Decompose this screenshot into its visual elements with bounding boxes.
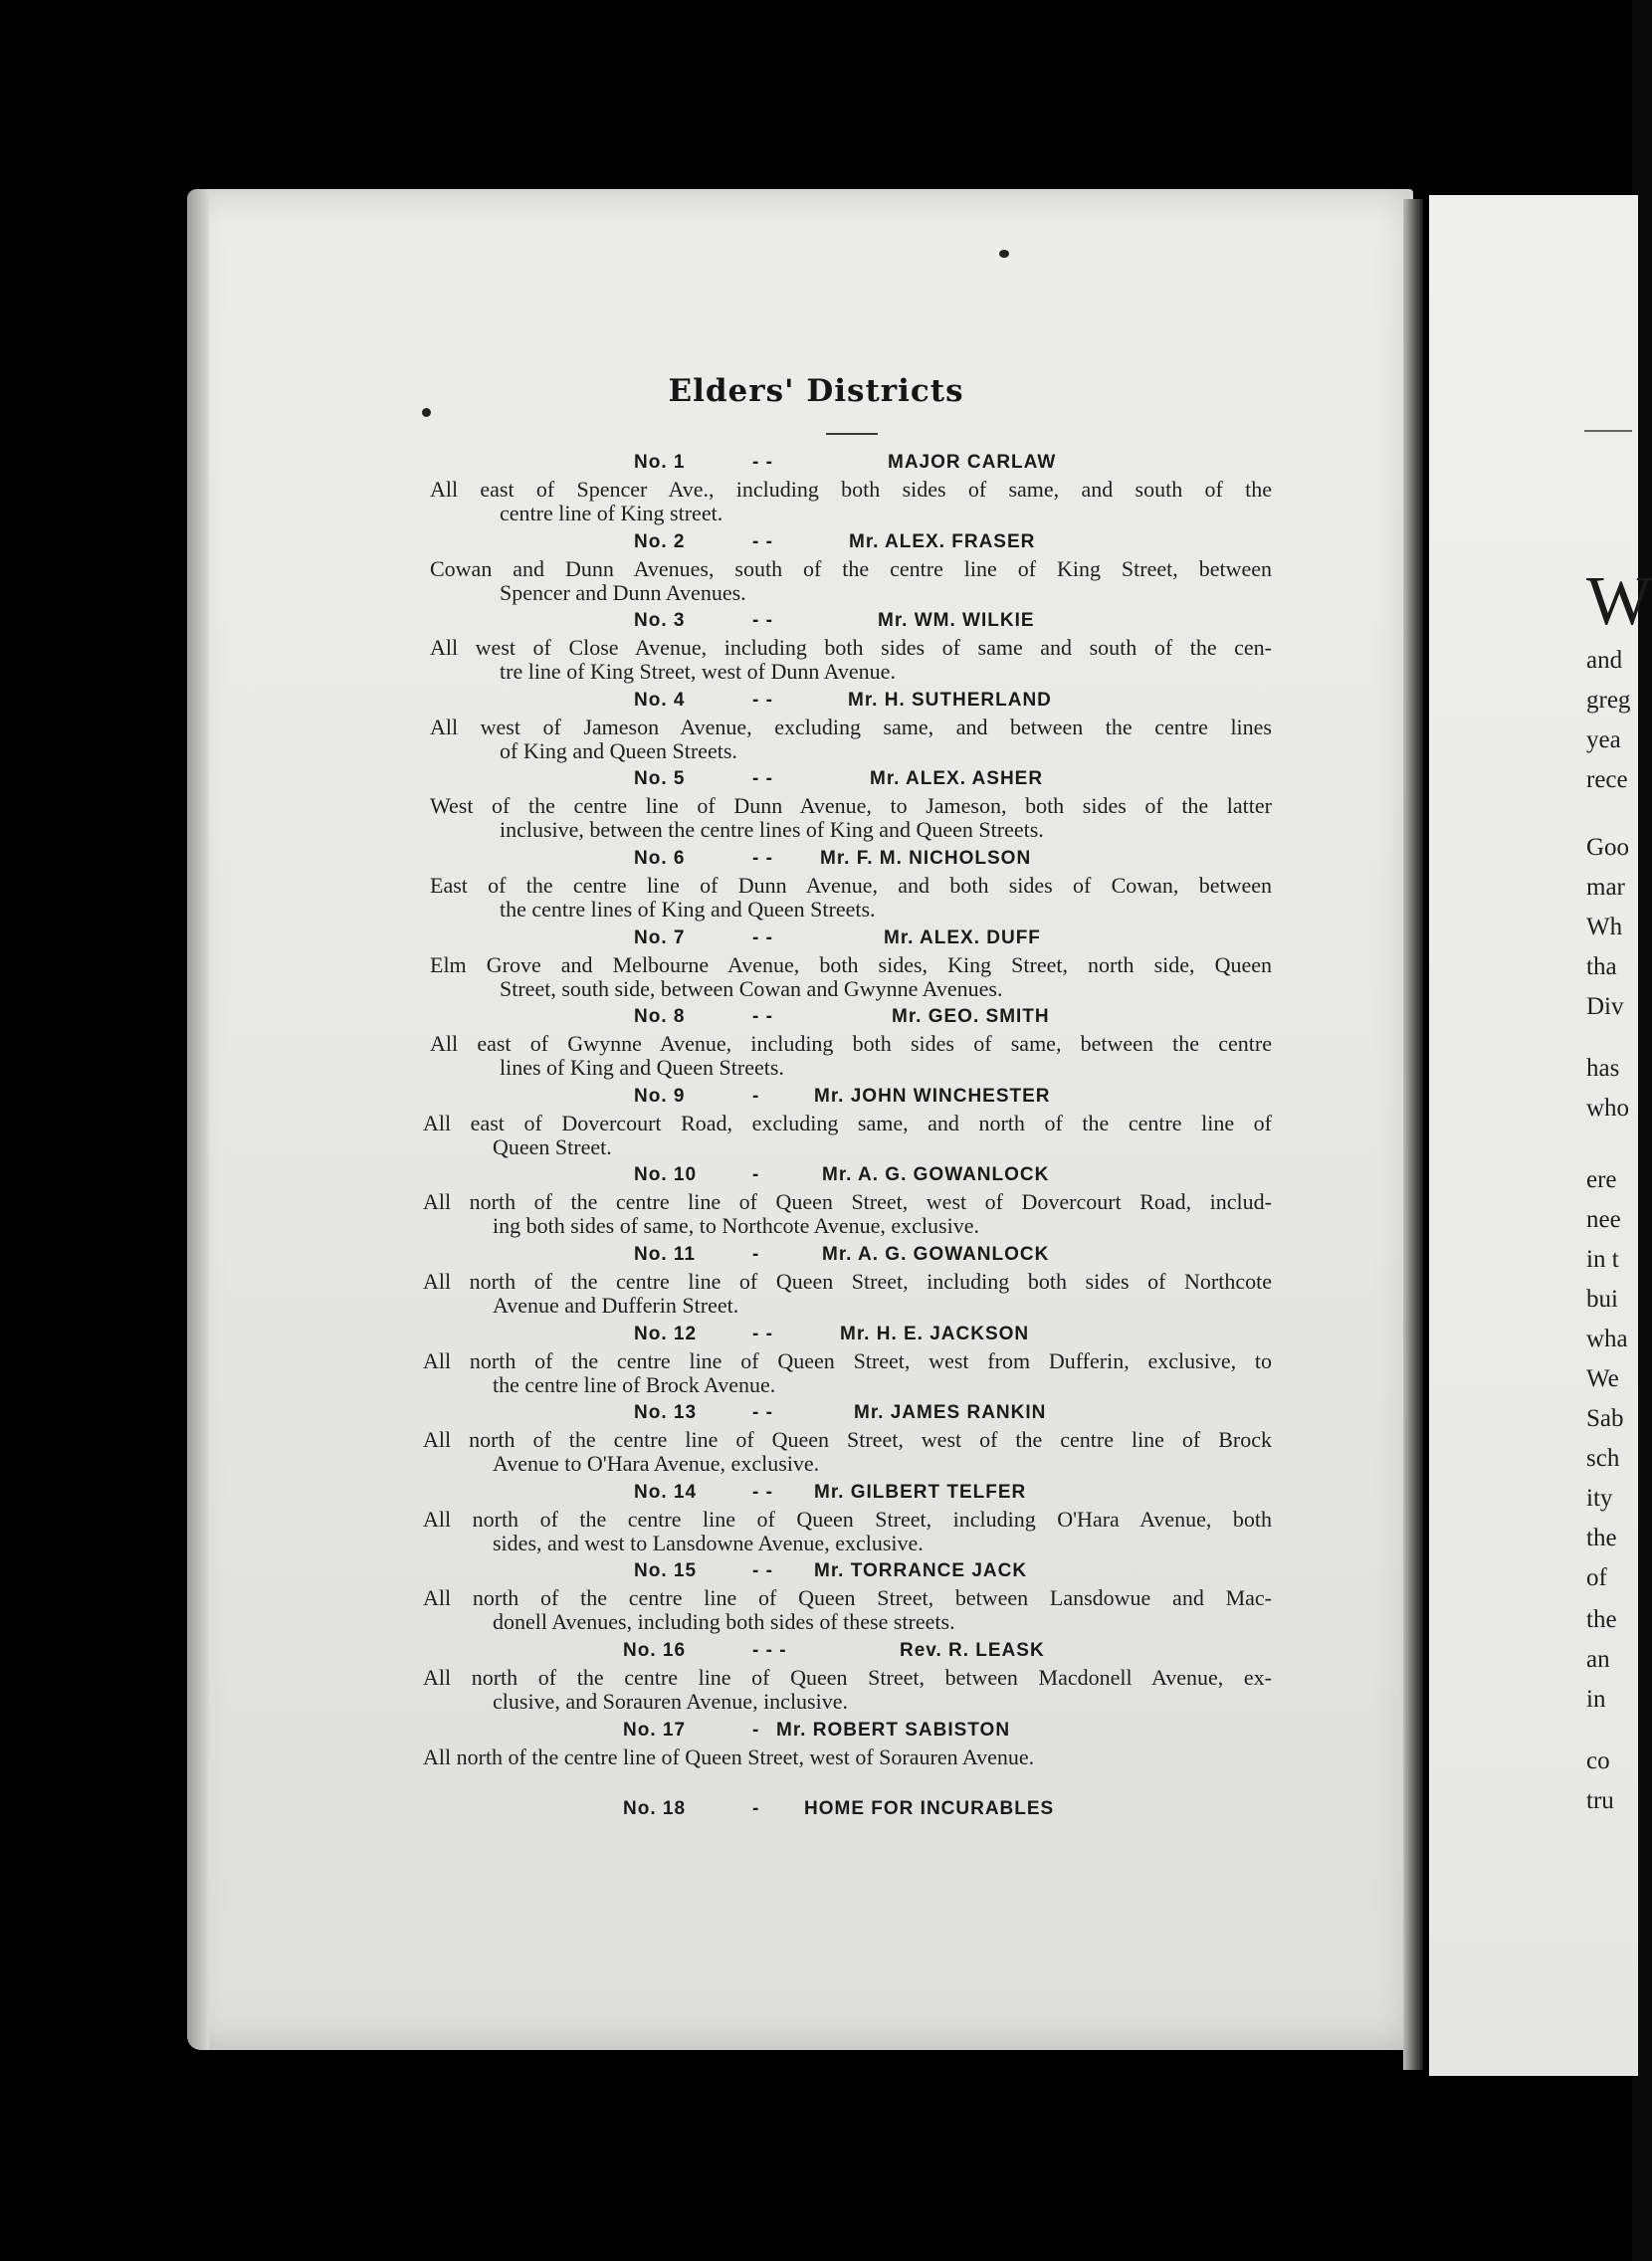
description-line: Cowan and Dunn Avenues, south of the centre line of King Street, between [430,555,1272,581]
district-header [0,1162,1632,1190]
district-header [0,688,1632,716]
description-line: tre line of King Street, west of Dunn Avenue. [500,659,896,685]
description-line: ing both sides of same, to Northcote Avenue, exclusive. [493,1213,979,1239]
district-header [0,766,1632,794]
description-line: All north of the centre line of Queen Street, west of Sorauren Avenue. [423,1744,1035,1769]
district-number: No. 6 [634,848,686,869]
right-page-fragment: ere [1586,1166,1617,1193]
district-number: No. 13 [634,1402,698,1424]
description-line: All north of the centre line of Queen Street, including O'Hara Avenue, both [423,1506,1272,1532]
district-header [0,608,1632,636]
right-page-fragment: bui [1586,1286,1618,1313]
right-page-fragment: yea [1586,726,1621,753]
elder-name: Mr. H. SUTHERLAND [848,689,1052,711]
district-separator: - - [752,610,773,632]
right-page-fragment: of [1586,1564,1607,1591]
description-line: All north of the centre line of Queen Street, west from Dufferin, exclusive, to [423,1347,1272,1373]
right-page-fragment: mar [1586,874,1625,901]
district-description [430,953,1272,1001]
right-page-fragment: Goo [1586,834,1630,861]
district-number: No. 2 [634,530,686,552]
district-description [430,716,1272,763]
district-separator: - - [752,768,773,790]
elder-name: Mr. F. M. NICHOLSON [820,848,1032,869]
right-page-fragment: co [1586,1747,1610,1774]
district-header [0,1718,1632,1746]
district-description [423,1112,1272,1159]
district-separator: - [752,1244,760,1265]
right-page-fragment: sch [1586,1445,1620,1472]
district-number: No. 9 [634,1085,686,1107]
district-description [430,1032,1272,1080]
district-header [0,1004,1632,1032]
description-line: sides, and west to Lansdowne Avenue, exclusive. [493,1530,924,1555]
district-separator: - [752,1719,760,1741]
district-number: No. 11 [634,1244,696,1265]
district-description [430,794,1272,842]
right-page-fragment: the [1586,1525,1617,1551]
elder-name: Mr. JOHN WINCHESTER [814,1085,1051,1107]
district-separator: - [752,1085,760,1107]
district-number: No. 16 [623,1640,687,1661]
right-page-fragment: tha [1586,953,1617,980]
right-page-fragment: has [1586,1055,1620,1082]
elder-name: Mr. WM. WILKIE [878,610,1035,632]
right-page-fragment: tru [1586,1787,1614,1814]
right-page-rule [1584,430,1632,432]
district-separator: - - [752,848,773,869]
district-number: No. 8 [634,1006,686,1028]
description-line: inclusive, between the centre lines of King and Queen Streets. [500,817,1044,843]
right-page-fragment: rece [1586,766,1628,793]
district-header [0,1480,1632,1508]
district-number: No. 14 [634,1481,698,1503]
district-header [0,1400,1632,1428]
elder-name: Mr. ALEX. FRASER [849,530,1036,552]
description-line: Avenue and Dufferin Street. [493,1293,739,1318]
elder-name: Mr. A. G. GOWANLOCK [822,1244,1050,1265]
district-number: No. 4 [634,689,686,711]
district-separator: - - [752,1006,773,1028]
district-number: No. 7 [634,926,686,948]
district-header [0,846,1632,874]
right-page-fragment: wha [1586,1326,1628,1352]
description-line: centre line of King street. [500,501,723,525]
right-page-fragment: Wh [1586,914,1623,940]
description-line: the centre lines of King and Queen Streets. [500,897,876,922]
elder-name: Mr. TORRANCE JACK [814,1560,1028,1582]
district-description [423,1428,1272,1476]
right-page-fragment: nee [1586,1206,1621,1233]
description-line: lines of King and Queen Streets. [500,1055,784,1081]
ink-speck [999,250,1009,258]
district-separator: - - [752,1560,773,1582]
district-description [423,1190,1272,1238]
description-line: All east of Spencer Ave., including both sides of same, and south of the [430,477,1272,502]
elder-name: Mr. GILBERT TELFER [814,1481,1027,1503]
district-separator: - - [752,1481,773,1503]
elder-name: Mr. ALEX. DUFF [884,926,1041,948]
right-page-fragment: in t [1586,1246,1619,1273]
district-description [423,1746,1272,1769]
district-number: No. 3 [634,610,686,632]
district-header [0,450,1632,478]
elder-name: Mr. GEO. SMITH [892,1006,1050,1028]
description-line: All north of the centre line of Queen Street, between Macdonell Avenue, ex- [423,1665,1272,1690]
district-number: No. 10 [634,1164,698,1186]
district-separator: - [752,1164,760,1186]
description-line: All north of the centre line of Queen Street, west of the centre line of Brock [423,1427,1272,1453]
right-page-drop-cap: W [1586,563,1652,640]
description-line: All north of the centre line of Queen Street, west of Dovercourt Road, includ- [423,1189,1272,1215]
right-page-fragment: who [1586,1095,1630,1122]
district-header [0,925,1632,953]
district-description [423,1666,1272,1714]
district-separator: - - [752,452,773,473]
district-separator: - - [752,1323,773,1344]
district-description [423,1270,1272,1318]
district-number: No. 5 [634,768,686,790]
district-header [0,1242,1632,1270]
elder-name: HOME FOR INCURABLES [804,1798,1055,1820]
book-gutter [1403,199,1423,2070]
description-line: Elm Grove and Melbourne Avenue, both sides, King Street, north side, Queen [430,951,1272,977]
description-line: East of the centre line of Dunn Avenue, and both sides of Cowan, between [430,873,1272,898]
right-page-fragment: greg [1586,687,1631,714]
right-page-fragment: and [1586,647,1623,674]
district-description [423,1349,1272,1397]
description-line: All west of Close Avenue, including both sides of same and south of the cen- [430,635,1272,661]
description-line: Avenue to O'Hara Avenue, exclusive. [493,1451,820,1477]
ink-speck [422,408,431,417]
elder-name: Mr. A. G. GOWANLOCK [822,1164,1050,1186]
district-description [423,1586,1272,1634]
right-page-fragment: ity [1586,1485,1613,1512]
right-page-fragment: the [1586,1606,1617,1633]
right-page-fragment: Sab [1586,1405,1624,1432]
district-description [423,1508,1272,1555]
title-rule [826,433,878,435]
description-line: West of the centre line of Dunn Avenue, to Jameson, both sides of the latter [430,793,1272,819]
district-description [430,478,1272,525]
description-line: All east of Gwynne Avenue, including both sides of same, between the centre [430,1031,1272,1057]
description-line: the centre line of Brock Avenue. [493,1371,776,1397]
elder-name: Mr. JAMES RANKIN [854,1402,1047,1424]
description-line: All north of the centre line of Queen Street, between Lansdowue and Mac- [423,1585,1272,1611]
elder-name: Mr. H. E. JACKSON [840,1323,1030,1344]
description-line: Spencer and Dunn Avenues. [500,579,746,605]
description-line: donell Avenues, including both sides of these streets. [493,1609,955,1635]
description-line: All east of Dovercourt Road, excluding same, and north of the centre line of [423,1110,1272,1135]
district-number: No. 1 [634,452,686,473]
district-number: No. 12 [634,1323,698,1344]
district-description [430,557,1272,605]
district-description [430,636,1272,684]
district-description [430,874,1272,922]
district-header [0,1322,1632,1349]
district-header [0,1796,1632,1824]
district-separator: - [752,1798,760,1820]
district-separator: - - - [752,1640,787,1661]
right-page-fragment: We [1586,1365,1619,1392]
district-number: No. 15 [634,1560,698,1582]
right-page-fragment: Div [1586,993,1624,1020]
elder-name: Rev. R. LEASK [900,1640,1045,1661]
district-separator: - - [752,689,773,711]
description-line: All north of the centre line of Queen Street, including both sides of Northcote [423,1269,1272,1294]
district-number: No. 17 [623,1719,687,1741]
description-line: clusive, and Sorauren Avenue, inclusive. [493,1689,848,1714]
district-header [0,529,1632,557]
district-separator: - - [752,1402,773,1424]
elder-name: MAJOR CARLAW [888,452,1057,473]
page-title: Elders' Districts [668,373,964,409]
district-separator: - - [752,530,773,552]
elder-name: Mr. ROBERT SABISTON [776,1719,1011,1741]
description-line: Queen Street. [493,1133,612,1159]
district-header [0,1558,1632,1586]
right-page-fragment: an [1586,1646,1610,1673]
right-page-fragment: in [1586,1686,1606,1713]
district-number: No. 18 [623,1798,687,1820]
description-line: All west of Jameson Avenue, excluding same, and between the centre lines [430,714,1272,739]
description-line: of King and Queen Streets. [500,737,737,763]
district-header [0,1084,1632,1112]
district-header [0,1638,1632,1666]
district-separator: - - [752,926,773,948]
description-line: Street, south side, between Cowan and Gwynne Avenues. [500,975,1003,1001]
elder-name: Mr. ALEX. ASHER [870,768,1044,790]
